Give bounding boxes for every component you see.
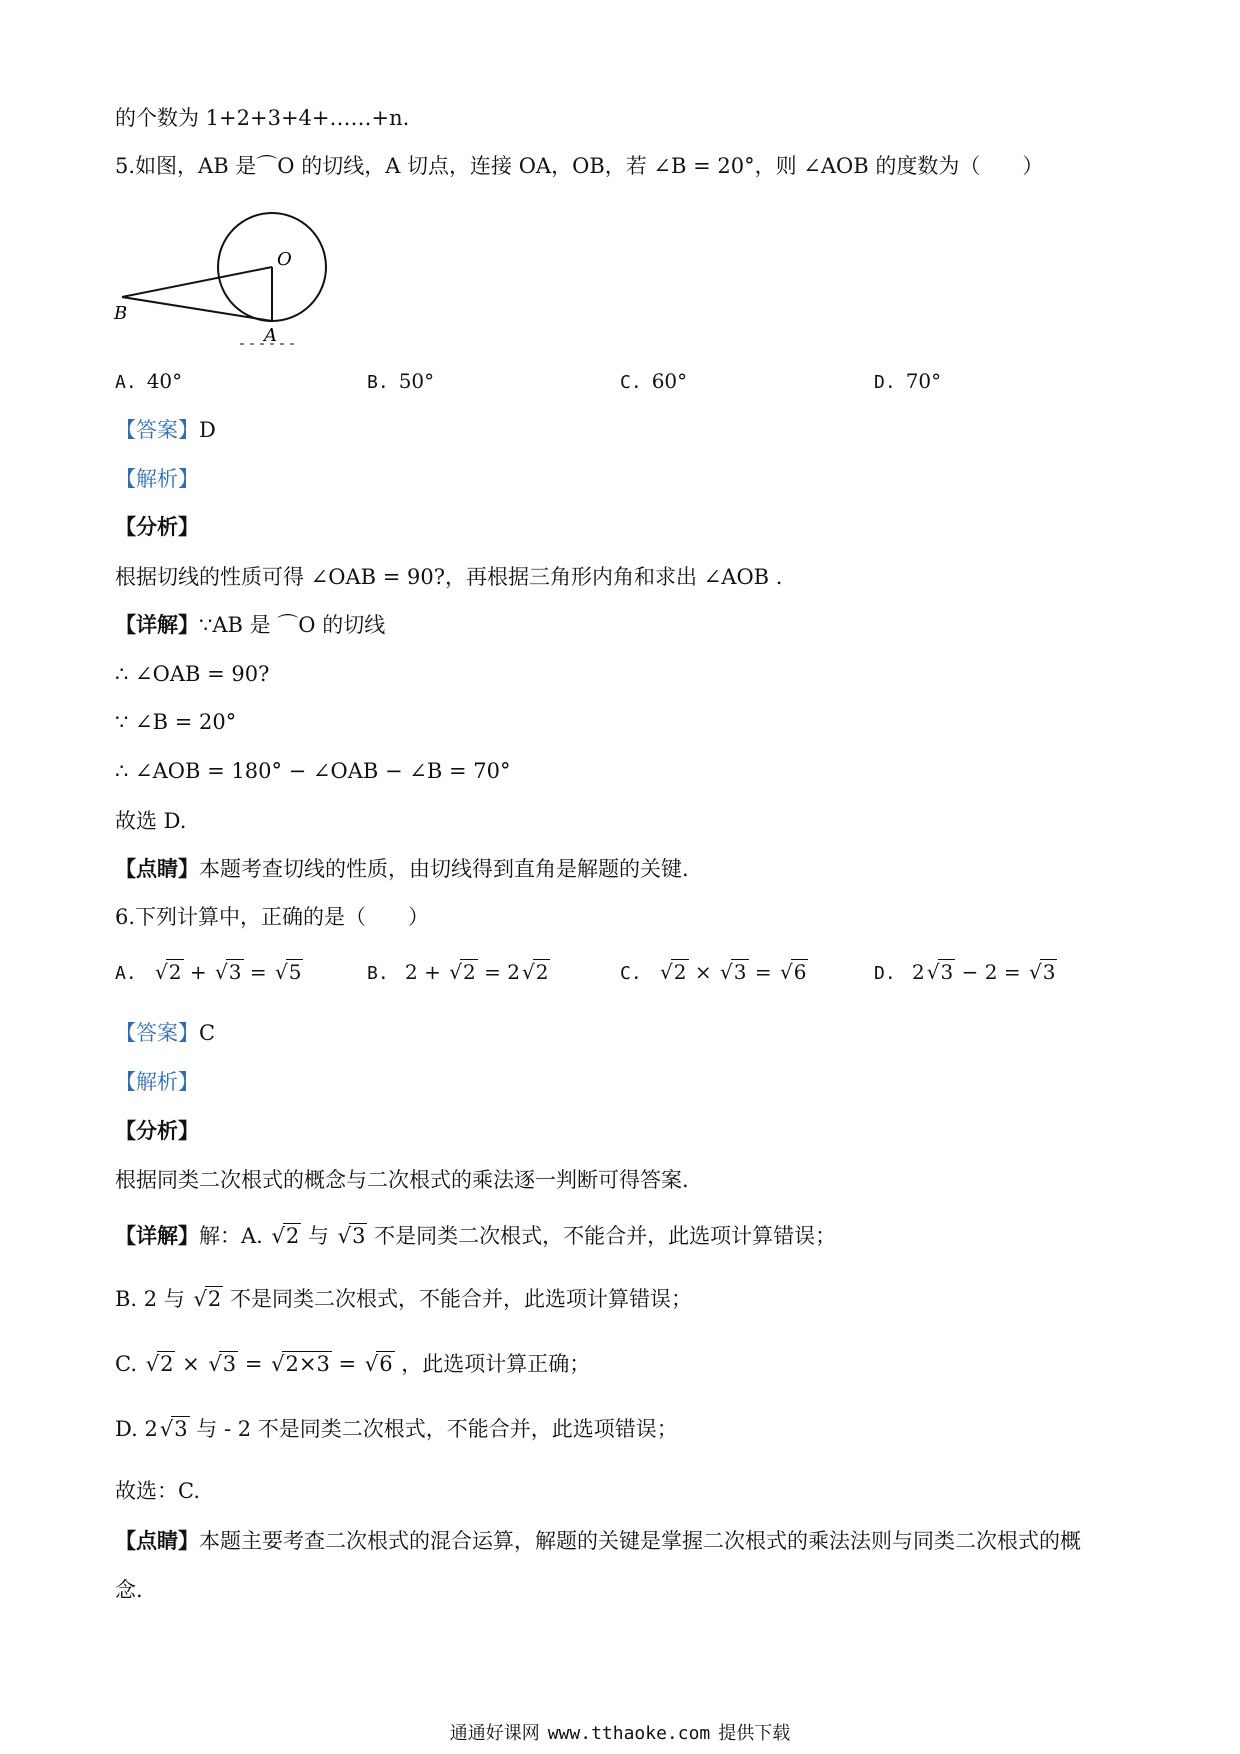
detail-text: 与 - 2 不是同类二次根式，不能合并，此选项错误； bbox=[196, 1417, 678, 1441]
tangent-figure bbox=[112, 205, 342, 355]
detail-text: 解：A. bbox=[199, 1224, 263, 1248]
label-o: O bbox=[277, 249, 292, 270]
comment-6-end: 念. bbox=[115, 1578, 143, 1602]
option-label-b: B. bbox=[367, 372, 389, 393]
option-label-d: D. bbox=[874, 963, 896, 984]
choice-6: 故选：C. bbox=[115, 1479, 200, 1503]
math-expr: 2 + √ 2 = 2√ 2 bbox=[405, 960, 550, 984]
q5-option-d bbox=[874, 367, 941, 397]
label-a: A bbox=[264, 325, 277, 346]
detail-text: 与 bbox=[307, 1224, 329, 1248]
label-b: B bbox=[114, 303, 128, 324]
answer-tag: 【答案】 bbox=[115, 1021, 199, 1045]
option-value: 70° bbox=[905, 369, 942, 393]
fenxi-text-5: 根据切线的性质可得 ∠OAB = 90?，再根据三角形内角和求出 ∠AOB . bbox=[115, 565, 783, 589]
q6-option-b bbox=[367, 958, 550, 988]
detail-5 bbox=[115, 611, 385, 639]
option-value: 60° bbox=[651, 369, 688, 393]
answer-tag: 【答案】 bbox=[115, 418, 199, 442]
choice-5: 故选 D. bbox=[115, 809, 187, 833]
answer-6 bbox=[115, 1019, 215, 1047]
option-value: 50° bbox=[398, 369, 435, 393]
option-label-a: A. bbox=[115, 372, 137, 393]
detail-text: C. bbox=[115, 1352, 137, 1376]
text-line-count: 的个数为 1+2+3+4+……+n. bbox=[115, 106, 410, 130]
option-label-d: D. bbox=[874, 372, 896, 393]
step-2: ∵ ∠B = 20° bbox=[115, 710, 237, 734]
q5-option-c bbox=[620, 367, 687, 397]
step-3: ∴ ∠AOB = 180° − ∠OAB − ∠B = 70° bbox=[115, 759, 511, 783]
comment-5 bbox=[115, 855, 689, 883]
footer-note: 提供下载 bbox=[718, 1723, 791, 1744]
answer-value: C bbox=[199, 1021, 216, 1045]
math-expr: √ 2 × √ 3 = √ 6 bbox=[658, 960, 808, 984]
q5-option-a bbox=[115, 367, 182, 397]
q5-option-b bbox=[367, 367, 434, 397]
detail-tag: 【详解】 bbox=[115, 612, 199, 637]
detail-text: B. 2 与 bbox=[115, 1287, 185, 1311]
detail-6-c: C. √ 2 × √ 3 = √ 2×3 = √ 6 ，此选项计算正确； bbox=[115, 1350, 590, 1378]
detail-6-d: D. 2√ 3 与 - 2 不是同类二次根式，不能合并，此选项错误； bbox=[115, 1415, 678, 1443]
option-label-b: B. bbox=[367, 963, 389, 984]
q6-option-d bbox=[874, 958, 1057, 988]
math-expr: √ 2 + √ 3 = √ 5 bbox=[153, 960, 303, 984]
comment-text: 本题考查切线的性质，由切线得到直角是解题的关键. bbox=[199, 857, 689, 881]
step-1: ∴ ∠OAB = 90? bbox=[115, 662, 270, 686]
comment-tag: 【点睛】 bbox=[115, 856, 199, 881]
footer-site-name: 通通好课网 bbox=[449, 1723, 540, 1744]
fenxi-tag-5: 【分析】 bbox=[115, 514, 199, 539]
segment-ob bbox=[122, 267, 272, 297]
footer-url[interactable]: www.tthaoke.com bbox=[547, 1723, 711, 1744]
comment-6 bbox=[115, 1527, 1081, 1555]
detail-text: ∵AB 是 ⌒O 的切线 bbox=[199, 613, 386, 637]
analysis-tag-6: 【解析】 bbox=[115, 1070, 199, 1094]
comment-text: 本题主要考查二次根式的混合运算，解题的关键是掌握二次根式的乘法法则与同类二次根式的概 bbox=[199, 1529, 1081, 1553]
detail-text: D. 2 bbox=[115, 1417, 158, 1441]
math-expr: 2√ 3 − 2 = √ 3 bbox=[912, 960, 1057, 984]
fenxi-text-6: 根据同类二次根式的概念与二次根式的乘法逐一判断可得答案. bbox=[115, 1168, 689, 1192]
option-value: 40° bbox=[146, 369, 183, 393]
answer-5 bbox=[115, 416, 216, 444]
detail-text: 不是同类二次根式，不能合并，此选项计算错误； bbox=[229, 1287, 692, 1311]
footer bbox=[0, 1722, 1240, 1746]
detail-tag: 【详解】 bbox=[115, 1223, 199, 1248]
detail-6-b: B. 2 与 √ 2 不是同类二次根式，不能合并，此选项计算错误； bbox=[115, 1285, 692, 1313]
fenxi-tag-6: 【分析】 bbox=[115, 1118, 199, 1143]
comment-tag: 【点睛】 bbox=[115, 1528, 199, 1553]
question-5: 5.如图，AB 是⌒O 的切线，A 切点，连接 OA，OB，若 ∠B = 20°，则 ∠AOB 的度数为（ ） bbox=[115, 154, 1044, 178]
detail-text: 不是同类二次根式，不能合并，此选项计算错误； bbox=[374, 1224, 837, 1248]
answer-value: D bbox=[199, 418, 216, 442]
question-6: 6.下列计算中，正确的是（ ） bbox=[115, 905, 430, 929]
q6-option-a bbox=[115, 958, 303, 988]
detail-text: ，此选项计算正确； bbox=[401, 1352, 591, 1376]
option-label-c: C. bbox=[620, 963, 642, 984]
option-label-c: C. bbox=[620, 372, 642, 393]
analysis-tag-5: 【解析】 bbox=[115, 467, 199, 491]
q6-option-c bbox=[620, 958, 808, 988]
option-label-a: A. bbox=[115, 963, 137, 984]
segment-ab bbox=[122, 297, 272, 321]
detail-6-a: 【详解】解：A. √ 2 与 √ 3 不是同类二次根式，不能合并，此选项计算错误； bbox=[115, 1222, 836, 1250]
